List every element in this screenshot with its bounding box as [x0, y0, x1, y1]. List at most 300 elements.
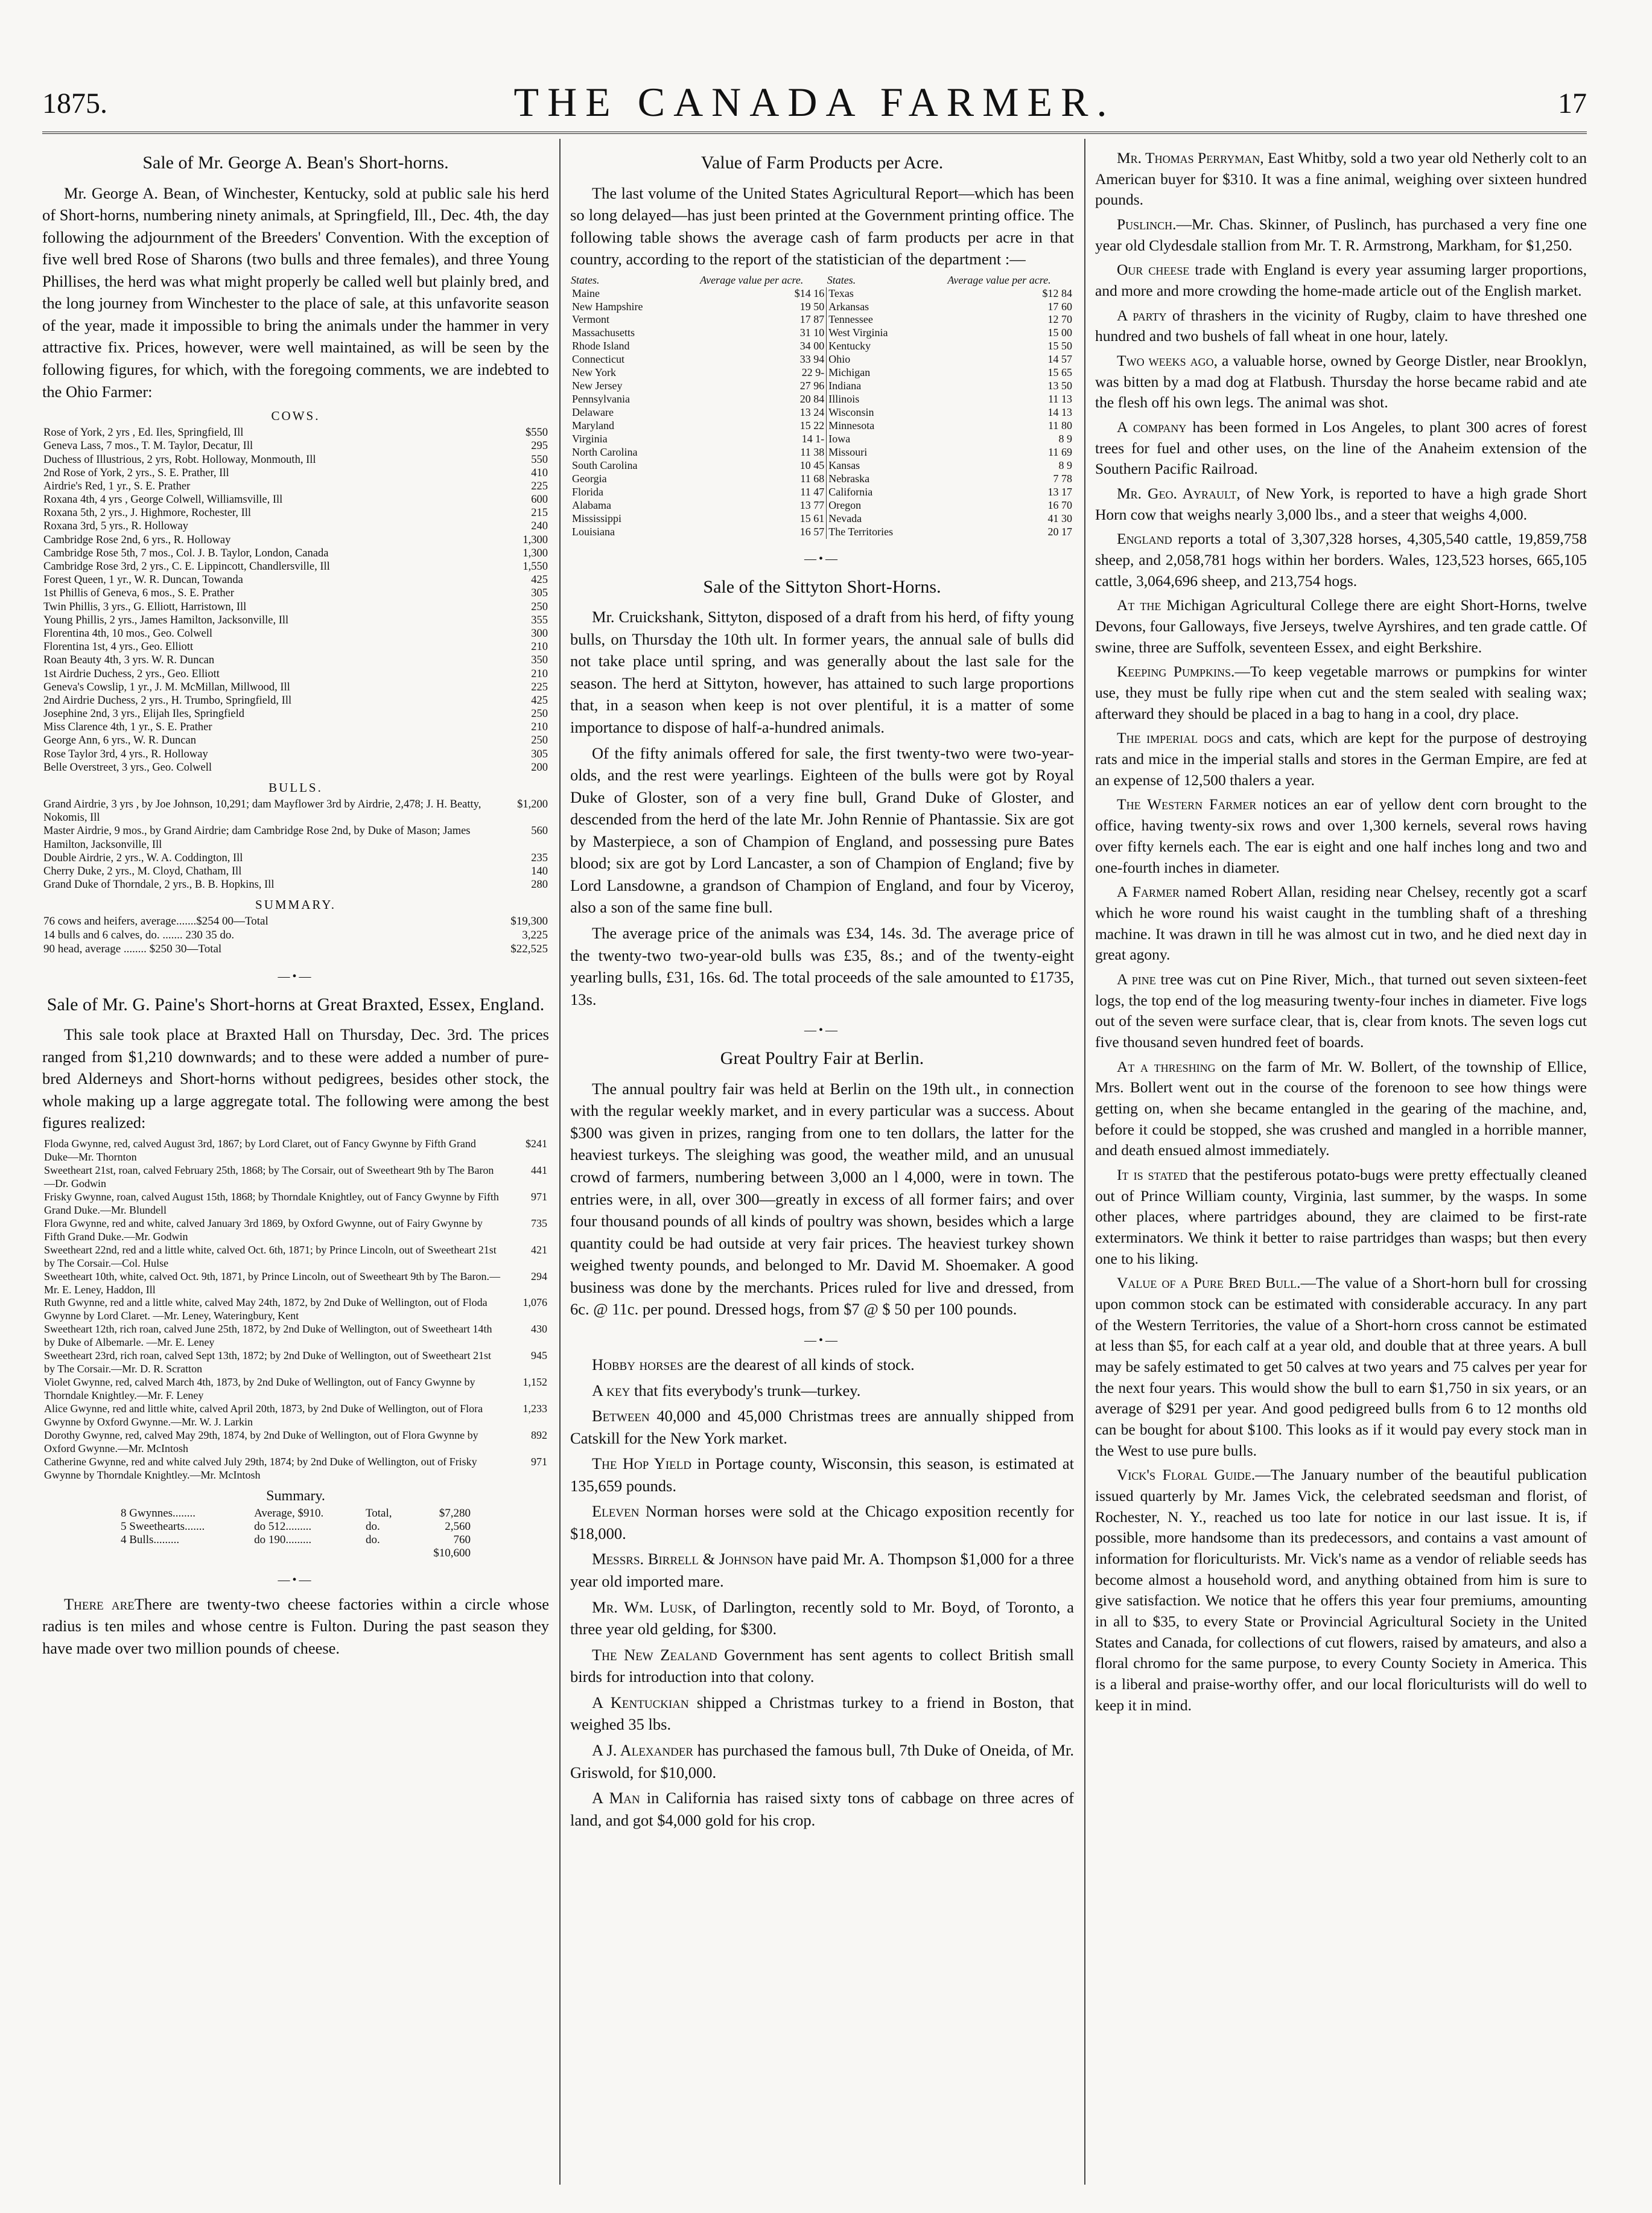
summary-cell: Total, [365, 1506, 392, 1520]
value-per-acre: 15 50 [1047, 340, 1072, 352]
news-item-text: trade with England is every year assuming larger proportions, and more and more crowding the home-made article out of the English market. [1095, 261, 1587, 300]
column-2 [570, 142, 1074, 2189]
column-1 [42, 142, 549, 2189]
summary-row [42, 929, 549, 943]
news-item-lead: Vick's Floral Guide. [1117, 1466, 1256, 1484]
state-name: Rhode Island [572, 340, 630, 352]
entry-price: 294 [531, 1270, 547, 1282]
summary-row [118, 1507, 473, 1520]
entry-price: 200 [531, 761, 548, 774]
news-item-text: notices an ear of yellow dent corn brought to the office, having twenty-six rows and over 1,300 kernels, several rows having over fifty kernels each. The ear is eight and one half inches long and two and one-fourth inches in diameter. [1095, 795, 1587, 876]
section-separator: —•— [804, 552, 840, 565]
cow-row [42, 694, 549, 707]
news-item [1095, 1465, 1587, 1716]
value-per-acre: 11 68 [800, 472, 825, 485]
news-item-text: in Portage county, Wisconsin, this season, is estimated at 135,659 pounds. [570, 1454, 1074, 1495]
news-items [570, 1354, 1074, 1831]
entry-description: Roan Beauty 4th, 3 yrs. W. R. Duncan [43, 654, 215, 667]
summary-row [42, 915, 549, 929]
entry-description: 2nd Airdrie Duchess, 2 yrs., H. Trumbo, Springfield, Ill [43, 694, 292, 707]
news-item-lead: Mr. Geo. Ayrault, [1117, 485, 1241, 503]
section-separator: —•— [804, 1024, 840, 1037]
news-item [570, 1453, 1074, 1497]
state-name: Wisconsin [827, 406, 924, 419]
state-value-row [570, 287, 1074, 301]
sale-row [42, 1376, 549, 1403]
entry-description: Geneva's Cowslip, 1 yr., J. M. McMillan, Millwood, Ill [43, 681, 290, 693]
value-per-acre: 14 13 [1047, 406, 1072, 419]
news-item [570, 1548, 1074, 1592]
state-name: Connecticut [572, 353, 624, 366]
news-item [1095, 529, 1587, 591]
entry-description: Floda Gwynne, red, calved August 3rd, 1867; by Lord Claret, out of Fancy Gwynne by Fifth Grand Duke—Mr. Thornton [44, 1138, 476, 1163]
news-item-lead: The Hop Yield [592, 1454, 692, 1473]
news-items [1095, 148, 1587, 1716]
entry-price: 550 [531, 453, 548, 466]
section-separator: —•— [278, 969, 314, 983]
news-item-text: have paid Mr. A. Thompson $1,000 for a three year old imported mare. [570, 1550, 1074, 1591]
table-subheading: SUMMARY. [255, 897, 336, 912]
summary-row [118, 1547, 473, 1560]
entry-price: 410 [531, 466, 548, 479]
value-per-acre: 7 78 [1053, 472, 1072, 485]
entry-price: $241 [526, 1138, 547, 1150]
masthead-rule [42, 132, 1587, 134]
value-per-acre: 14 57 [1047, 353, 1072, 366]
news-item-text: reports a total of 3,307,328 horses, 4,305,540 cattle, 19,859,758 sheep, and 2,058,781 hogs within her borders. Wales, 123,523 horses, 665,105 cattle, 3,064,696 sheep, and 213,754 hogs. [1095, 530, 1587, 590]
entry-price: 140 [531, 865, 548, 877]
state-name: Louisiana [572, 525, 615, 538]
state-name: Missouri [827, 446, 924, 459]
entry-price: 1,300 [523, 533, 548, 546]
state-value-row [570, 446, 1074, 459]
state-name: Maine [572, 287, 600, 299]
news-item-lead: The Western Farmer [1117, 795, 1257, 814]
entry-description: 14 bulls and 6 calves, do. ....... 230 35 do. [43, 929, 235, 942]
bull-row [42, 878, 549, 891]
entry-price: $1,200 [517, 798, 548, 810]
news-item-lead: Mr. Thomas Perryman, [1117, 149, 1264, 167]
value-per-acre: 10 45 [799, 459, 825, 471]
sale-row [42, 1349, 549, 1376]
news-item-lead: A Kentuckian [592, 1693, 689, 1711]
value-per-acre: 13 50 [1047, 380, 1072, 392]
entry-price: 425 [531, 694, 548, 707]
value-per-acre: $14 16 [794, 287, 825, 299]
news-item-text: There are twenty-two cheese factories within a circle whose radius is ten miles and whose centre is Fulton. During the past season they have made over two million pounds of cheese. [42, 1594, 549, 1657]
column-divider [559, 139, 561, 2185]
entry-description: Flora Gwynne, red and white, calved January 3rd 1869, by Oxford Gwynne, out of Fairy Gwynne by Fifth Grand Duke.—Mr. Godwin [44, 1217, 483, 1243]
entry-description: 1st Airdrie Duchess, 2 yrs., Geo. Elliott [43, 667, 220, 680]
value-per-acre: 16 57 [799, 525, 825, 538]
entry-description: 2nd Rose of York, 2 yrs., S. E. Prather, Ill [43, 466, 229, 479]
value-per-acre: 11 80 [1048, 419, 1072, 432]
value-per-acre: 13 17 [1047, 485, 1072, 498]
sale-row [42, 1456, 549, 1482]
news-item-lead: A pine [1117, 970, 1156, 988]
news-item-lead: Eleven [592, 1502, 640, 1521]
article-heading: Great Poultry Fair at Berlin. [720, 1048, 924, 1069]
news-item [1095, 417, 1587, 480]
news-item-lead: At a threshing [1117, 1057, 1216, 1075]
entry-price: 215 [531, 507, 548, 520]
news-item [1095, 1165, 1587, 1269]
news-item-text: —The value of a Short-horn bull for crossing upon common stock can be estimated with considerable accuracy. In any part of the Western Territories, the value of a Short-horn cross cannot be estimated at less than $5, for each calf at a year old, and double that at three years. A bull may be safely estimated to get 50 calves at two years and 75 calves per year for the next four years. This would show the bull to earn $1,750 in six years, or an average of $291 per year. And good pedigreed bulls from 6 to 12 months old can be bought for about $100. This looks as if it would pay every stock man in the West to use pure bulls. [1095, 1274, 1587, 1459]
value-per-acre: 27 96 [799, 380, 825, 392]
state-value-row [570, 473, 1074, 486]
entry-description: Roxana 5th, 2 yrs., J. Highmore, Rochester, Ill [43, 507, 252, 520]
entry-description: Young Phillis, 2 yrs., James Hamilton, Jacksonville, Ill [43, 614, 289, 626]
news-item [1095, 595, 1587, 658]
value-per-acre: 14 1- [801, 433, 825, 445]
bull-row [42, 824, 549, 851]
entry-description: Ruth Gwynne, red and a little white, calved May 24th, 1872, by 2nd Duke of Wellington, out of Floda Gwynne by Lord Claret. —Mr. Leney, Wateringbury, Kent [44, 1296, 488, 1322]
entry-price: 225 [531, 681, 548, 693]
entry-description: Forest Queen, 1 yr., W. R. Duncan, Towanda [43, 574, 243, 587]
state-name: Florida [572, 485, 603, 498]
news-item-text: shipped a Christmas turkey to a friend in Boston, that weighed 35 lbs. [570, 1693, 1074, 1734]
section-separator: —•— [278, 1573, 314, 1587]
entry-price: 735 [531, 1217, 547, 1229]
paine-summary-table [118, 1507, 473, 1560]
news-item-text: Government has sent agents to collect British small birds for introduction into that colony. [570, 1645, 1074, 1686]
summary-cell: 760 [453, 1533, 471, 1546]
entry-description: Sweetheart 12th, rich roan, calved June 25th, 1872, by 2nd Duke of Wellington, out of Sweetheart 14th by Duke of Albemarle. —Mr. E. Leney [44, 1323, 492, 1349]
state-value-row [570, 526, 1074, 539]
news-item [1095, 351, 1587, 413]
entry-description: Double Airdrie, 2 yrs., W. A. Coddington, Ill [43, 852, 243, 864]
entry-price: 1,076 [523, 1296, 547, 1309]
state-name: New York [572, 366, 617, 379]
sale-row [42, 1403, 549, 1429]
news-item-lead: A Farmer [1117, 883, 1180, 901]
cow-row [42, 466, 549, 480]
entry-description: Rose of York, 2 yrs , Ed. Iles, Springfield, Ill [43, 427, 244, 439]
entry-price: 240 [531, 520, 548, 533]
state-name: Minnesota [827, 419, 924, 433]
summary-cell [252, 1547, 363, 1560]
entry-price: 235 [531, 852, 548, 864]
entry-description: Twin Phillis, 3 yrs., G. Elliott, Harristown, Ill [43, 600, 247, 613]
state-name: Virginia [572, 433, 608, 445]
cow-row [42, 506, 549, 520]
entry-description: Roxana 4th, 4 yrs , George Colwell, Williamsville, Ill [43, 494, 283, 506]
cow-row [42, 761, 549, 774]
news-item-text: —To keep vegetable marrows or pumpkins for winter use, they must be fully ripe when cut and the stem sealed with sealing wax; afterward they should be placed in a bag to hang in a cool, dry place. [1095, 663, 1587, 722]
entry-description: Grand Duke of Thorndale, 2 yrs., B. B. Hopkins, Ill [43, 879, 275, 891]
entry-price: 350 [531, 654, 548, 667]
value-per-acre: $12 84 [1042, 287, 1072, 299]
article-paragraph: Mr. Cruickshank, Sittyton, disposed of a draft from his herd, of fifty young bulls, on Thursday the 10th ult. In former years, the annual sale of bulls did not take place until spring, and was generally about the last sale for the season. The herd at Sittyton, however, has attained to such large proportions that, in a season when keep is not over plentiful, it is a matter of some importance to dispose of half-a-hundred animals. [570, 608, 1074, 736]
entry-description: Rose Taylor 3rd, 4 yrs., R. Holloway [43, 748, 208, 760]
news-item [1095, 483, 1587, 525]
news-item [570, 1380, 1074, 1402]
state-name: Michigan [827, 366, 924, 380]
entry-price: 295 [531, 440, 548, 453]
news-item-text: Norman horses were sold at the Chicago exposition recently for $18,000. [570, 1502, 1074, 1543]
state-name: Ohio [827, 353, 924, 366]
column-divider [1084, 139, 1085, 2185]
value-per-acre: 15 22 [799, 419, 825, 432]
state-name: Arkansas [827, 301, 924, 314]
entry-price: 430 [531, 1323, 547, 1336]
state-name: Oregon [827, 499, 924, 512]
state-value-row [570, 326, 1074, 340]
article-paragraph: Of the fifty animals offered for sale, the first twenty-two were two-year-olds, and the rest were yearlings. Eighteen of the bulls were got by Royal Duke of Gloster, son of a very fine bull, Grand Duke of Gloster, and descended from the herd of the late Mr. John Rennie of Phantassie. Six are got by Masterpiece, a son of Champion of England, and possessing pure Bates blood; six are got by Lord Lancaster, a son of Champion of England; five by Lord Lansdowne, a grandson of Champion of England, and four by Viceroy, also a son of the same fine bull. [570, 744, 1074, 917]
news-item-text: are the dearest of all kinds of stock. [683, 1355, 915, 1374]
article-heading: Sale of the Sittyton Short-Horns. [703, 576, 941, 597]
value-per-acre: 17 60 [1047, 300, 1072, 313]
value-per-acre: 11 69 [1048, 445, 1072, 458]
article-paragraph: The average price of the animals was £34, 14s. 3d. The average price of the twenty-two two-year-old bulls was £35, 8s.; and of the twenty-eight yearling bulls, £31, 16s. 6d. The total proceeds of the sale amounted to £1735, 13s. [570, 924, 1074, 1008]
entry-description: Florentina 1st, 4 yrs., Geo. Elliott [43, 641, 194, 654]
entry-price: 945 [531, 1349, 547, 1362]
value-per-acre: 15 61 [799, 512, 825, 524]
entry-price: 421 [531, 1243, 547, 1256]
article-paragraph: The last volume of the United States Agricultural Report—which has been so long delayed—has just been printed at the Government printing office. The following table shows the average cash of farm products per acre in that country, according to the report of the statistician of the department :— [570, 183, 1074, 269]
news-item-lead: It is stated [1117, 1165, 1188, 1183]
news-item [1095, 148, 1587, 211]
news-item-lead: A party [1117, 306, 1167, 324]
state-value-row [570, 313, 1074, 326]
column-header: States. [827, 273, 856, 286]
state-name: Pennsylvania [572, 393, 630, 406]
news-item-lead: Keeping Pumpkins. [1117, 663, 1235, 681]
state-name: West Virginia [827, 326, 924, 340]
news-item [570, 1692, 1074, 1736]
entry-description: Frisky Gwynne, roan, calved August 15th, 1868; by Thorndale Knightley, out of Fancy Gwynne by Fifth Grand Duke.—Mr. Blundell [44, 1190, 499, 1216]
entry-price: 3,225 [522, 929, 548, 942]
value-per-acre: 11 38 [800, 445, 825, 458]
news-item [1095, 1273, 1587, 1461]
news-item-text: on the farm of Mr. W. Bollert, of the township of Ellice, Mrs. Bollert went out in the course of the forenoon to see how things were getting on, when she became entangled in the gearing of the machine, and, before it could be stopped, she was crushed and mangled in a horrible manner, and death ensued almost immediately. [1095, 1057, 1587, 1159]
state-value-row [570, 380, 1074, 393]
entry-description: Sweetheart 23rd, rich roan, calved Sept 13th, 1872; by 2nd Duke of Wellington, out of Sweetheart 21st by The Corsair.—Mr. D. R. Scratton [44, 1349, 492, 1375]
state-name: Indiana [827, 380, 924, 393]
state-value-row [570, 393, 1074, 406]
cow-row [42, 640, 549, 654]
bull-row [42, 865, 549, 878]
news-item-text: of Darlington, recently sold to Mr. Boyd, of Toronto, a three year old gelding, for $300. [570, 1597, 1074, 1638]
news-item-lead: England [1117, 530, 1172, 548]
state-value-row [570, 499, 1074, 512]
state-name: Vermont [572, 313, 609, 326]
entry-price: 355 [531, 614, 548, 626]
summary-row [42, 943, 549, 957]
entry-price: 250 [531, 734, 548, 747]
cow-row [42, 493, 549, 506]
entry-price: 300 [531, 627, 548, 640]
news-item [570, 1644, 1074, 1688]
paine-sale-table [42, 1138, 549, 1482]
bull-row [42, 852, 549, 865]
news-item [1095, 969, 1587, 1053]
issue-year: 1875. [42, 88, 107, 119]
entry-price: 250 [531, 708, 548, 721]
cow-row [42, 573, 549, 587]
state-name: Maryland [572, 419, 614, 432]
news-item [1095, 260, 1587, 301]
value-per-acre: 20 84 [799, 393, 825, 406]
value-per-acre: 19 50 [799, 300, 825, 313]
summary-cell: 8 Gwynnes........ [121, 1506, 196, 1520]
cow-row [42, 600, 549, 614]
value-per-acre: 15 65 [1047, 366, 1072, 379]
state-value-row [570, 419, 1074, 433]
news-item-text: —The January number of the beautiful publication issued quarterly by Mr. James Vick, the celebrated seedsman and florist, of Rochester, N. Y., reached us too late for notice in our last issue. It is, if possible, more handsome than its predecessors, and contains a vast amount of information for floriculturists. Mr. Vick's name as a vendor of reliable seeds has become almost a household word, and anything obtained from him is sure to give satisfaction. We notice that he offers this year four premiums, amounting in all to $35, to every State or Provincial Agricultural Society in the United States and Canada, for collections of cut flowers, raised by amateurs, and also a floral chromo for the same purpose, to every County Society in America. This is a liberal and praise-worthy offer, and our local floriculturists will do well to keep it in mind. [1095, 1466, 1587, 1714]
summary-cell: 4 Bulls......... [121, 1533, 180, 1546]
cow-row [42, 614, 549, 627]
entry-description: Master Airdrie, 9 mos., by Grand Airdrie; dam Cambridge Rose 2nd, by Duke of Mason; James Hamilton, Jacksonville, Ill [43, 825, 471, 851]
news-item-lead: A key [592, 1381, 631, 1399]
news-item-text: East Whitby, sold a two year old Netherly colt to an American buyer for $310. It was a fine animal, weighing over sixteen hundred pounds. [1095, 149, 1587, 209]
summary-row [118, 1533, 473, 1547]
news-item-text: 40,000 and 45,000 Christmas trees are annually shipped from Catskill for the New York market. [570, 1407, 1074, 1447]
cow-row [42, 453, 549, 466]
value-per-acre: 31 10 [799, 326, 825, 339]
news-item [570, 1405, 1074, 1449]
news-item-text: that fits everybody's trunk—turkey. [630, 1381, 861, 1399]
entry-price: 250 [531, 600, 548, 613]
state-name: Iowa [827, 433, 924, 446]
value-per-acre: 17 87 [799, 313, 825, 326]
state-name: South Carolina [572, 459, 638, 471]
state-value-row [570, 301, 1074, 314]
state-name: Kansas [827, 459, 924, 473]
cows-price-table [42, 426, 549, 774]
cow-row [42, 587, 549, 600]
news-item [1095, 728, 1587, 791]
cow-row [42, 734, 549, 747]
entry-price: 441 [531, 1164, 547, 1176]
news-item [1095, 794, 1587, 878]
news-item-text: has been formed in Los Angeles, to plant 300 acres of forest trees for fuel and other uses, on the line of the Anaheim extension of the Southern Pacific Railroad. [1095, 418, 1587, 478]
value-per-acre: 13 24 [799, 406, 825, 419]
news-item-text: and cats, which are kept for the purpose of destroying rats and mice in the imperial stalls and stores in the German Empire, are fed at an expense of 12,500 thalers a year. [1095, 729, 1587, 789]
state-name: Kentucky [827, 340, 924, 353]
entry-price: $550 [526, 427, 548, 439]
entry-description: Cambridge Rose 5th, 7 mos., Col. J. B. Taylor, London, Canada [43, 547, 329, 559]
summary-cell: $7,280 [439, 1506, 471, 1520]
state-value-row [570, 459, 1074, 473]
cow-row [42, 667, 549, 681]
news-item [570, 1739, 1074, 1783]
column-header: States. [571, 273, 600, 286]
entry-description: Cambridge Rose 2nd, 6 yrs., R. Holloway [43, 533, 231, 546]
summary-cell: do. [365, 1533, 380, 1546]
article-heading: Sale of Mr. G. Paine's Short-horns at Great Braxted, Essex, England. [46, 994, 545, 1014]
state-name: The Territories [827, 526, 924, 539]
state-name: Texas [827, 287, 924, 301]
entry-price: 225 [531, 480, 548, 492]
entry-description: Alice Gwynne, red and little white, calved April 20th, 1873, by 2nd Duke of Wellington, out of Flora Gwynne by Oxford Gwynne.—Mr. W. J. Larkin [44, 1403, 483, 1428]
entry-price: 210 [531, 721, 548, 734]
cow-row [42, 560, 549, 573]
news-item-text: has purchased the famous bull, 7th Duke of Oneida, of Mr. Griswold, for $10,000. [570, 1740, 1074, 1782]
entry-price: 600 [531, 494, 548, 506]
newspaper-title: THE CANADA FARMER. [513, 79, 1116, 125]
news-item: There areThere are twenty-two cheese factories within a circle whose radius is ten miles and whose centre is Fulton. During the past season they have made over two million pounds of cheese. [42, 1594, 549, 1657]
value-per-acre: 33 94 [799, 353, 825, 366]
column-3 [1095, 142, 1587, 2189]
entry-price: 1,550 [523, 561, 548, 573]
article-body [570, 606, 1074, 1010]
news-item-lead: Value of a Pure Bred Bull. [1117, 1274, 1301, 1292]
cow-row [42, 480, 549, 493]
value-per-acre: 11 47 [800, 485, 825, 498]
entry-price: 971 [531, 1455, 547, 1468]
summary-cell: 5 Sweethearts....... [121, 1520, 205, 1533]
sale-row [42, 1296, 549, 1323]
news-item-text: of New York, is reported to have a high grade Short Horn cow that weighs nearly 3,000 lbs., and a steer that weighs 4,000. [1095, 485, 1587, 523]
state-value-row [570, 433, 1074, 446]
section-separator: —•— [804, 1333, 840, 1347]
state-value-row [570, 512, 1074, 526]
news-item [570, 1354, 1074, 1376]
sale-row [42, 1270, 549, 1297]
news-item [1095, 305, 1587, 347]
news-item-lead: A J. Alexander [592, 1740, 694, 1759]
summary-cell: 2,560 [445, 1520, 471, 1533]
summary-cell: $10,600 [433, 1546, 471, 1559]
state-name: Delaware [572, 406, 614, 419]
entry-price: 425 [531, 574, 548, 587]
state-name: New Jersey [572, 380, 623, 392]
news-item [1095, 882, 1587, 966]
value-per-acre: 8 9 [1058, 459, 1072, 471]
entry-price: 560 [531, 825, 548, 838]
state-name: New Hampshire [572, 300, 643, 313]
news-item-text: that the pestiferous potato-bugs were pretty effectually cleaned out of Prince William county, Virginia, last summer, by the wasps. In some other places, where partridges abound, they are claimed to be first-rate exterminators. We think it better to raise partridges than wasps; but then every one to his liking. [1095, 1165, 1587, 1267]
entry-price: $19,300 [510, 915, 548, 928]
summary-cell: do. [365, 1520, 380, 1533]
cow-row [42, 627, 549, 640]
news-item-lead: Hobby horses [592, 1355, 684, 1374]
entry-description: Sweetheart 21st, roan, calved February 25th, 1868; by The Corsair, out of Sweetheart 9th by The Baron—Dr. Godwin [44, 1164, 494, 1189]
page-number: 17 [1558, 88, 1587, 119]
value-per-acre: 12 70 [1047, 313, 1072, 326]
state-name: Illinois [827, 393, 924, 406]
sale-row [42, 1244, 549, 1270]
state-name: Nevada [827, 512, 924, 526]
news-item-text: a valuable horse, owned by George Distler, near Brooklyn, was bitten by a mad dog at Flatbush. Thursday the horse became rabid and ate the flesh off his own legs. The animal was shot. [1095, 352, 1587, 412]
cow-row [42, 748, 549, 761]
state-value-row [570, 353, 1074, 366]
sale-row [42, 1217, 549, 1244]
bull-row [42, 798, 549, 824]
state-name: Mississippi [572, 512, 622, 524]
summary-cell: do 190......... [254, 1533, 312, 1546]
news-item-text: in California has raised sixty tons of cabbage on three acres of land, and got $4,000 gold for his crop. [570, 1789, 1074, 1829]
column-header: Average value per acre. [700, 273, 804, 286]
entry-description: 90 head, average ........ $250 30—Total [43, 942, 222, 955]
article-paragraph: The annual poultry fair was held at Berlin on the 19th ult., in connection with the regular weekly market, and in every particular was a success. About $300 was given in prizes, ranging from one to ten dollars, the latter for the heaviest turkeys. The sleighing was good, the weather mild, and an unusual crowd of farmers, numbering between 3,000 an l 4,000, were in town. The entries were, in all, over 300—greatly in excess of all former fairs; and over four thousand pounds of all kinds of poultry was shown, besides which a large quantity could be had outside at very fair prices. The heaviest turkey shown weighed twenty pounds, and belonged to Mr. David M. Shoemaker. A good business was done by the merchants. Prices ruled for live and dressed, from 6c. @ 11c. per pound. Dressed hogs, from $7 @ $ 50 per 100 pounds. [570, 1079, 1074, 1319]
sale-row [42, 1138, 549, 1164]
summary-cell: Average, $910. [254, 1506, 324, 1520]
entry-description: 76 cows and heifers, average.......$254 00—Total [43, 915, 268, 928]
entry-price: 305 [531, 587, 548, 600]
entry-price: 210 [531, 667, 548, 680]
state-name: Georgia [572, 472, 607, 485]
entry-price: 305 [531, 748, 548, 760]
summary-cell: do 512......... [254, 1520, 312, 1533]
entry-price: 210 [531, 641, 548, 654]
cow-row [42, 681, 549, 694]
news-item-lead: Messrs. Birrell & Johnson [592, 1550, 774, 1568]
news-item-lead: A company [1117, 418, 1187, 436]
news-item-lead: Two weeks ago, [1117, 352, 1218, 370]
value-per-acre: 34 00 [799, 340, 825, 352]
